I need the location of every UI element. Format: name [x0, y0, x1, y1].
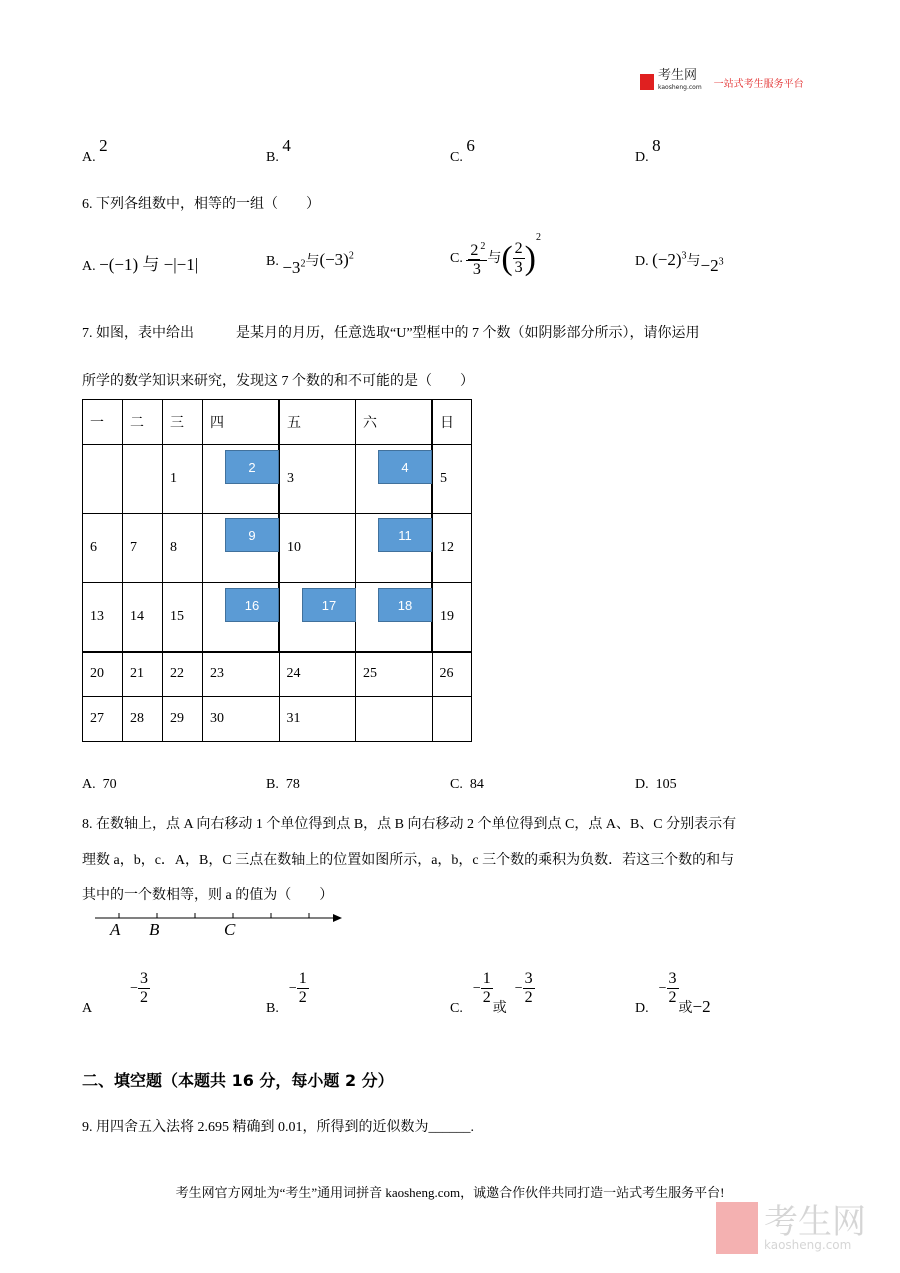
calendar-cell: 1 — [163, 445, 203, 514]
calendar-cell: 29 — [163, 697, 203, 742]
q7-stem-line2: 所学的数学知识来研究，发现这 7 个数的和不可能的是（ ） — [82, 374, 474, 389]
q5-option-c: C. 6 — [450, 136, 475, 165]
calendar-cell — [356, 445, 433, 514]
calendar-cell: 12 — [432, 514, 472, 583]
calendar-cell: 8 — [163, 514, 203, 583]
q8-stem-line2: 理数 a，b，c．A，B，C 三点在数轴上的位置如图所示，a，b，c 三个数的乘积为负数．若这三个数的和与 — [82, 853, 735, 868]
q5-option-b: B. 4 — [266, 136, 291, 165]
calendar-row — [83, 445, 472, 514]
calendar-cell — [203, 583, 280, 652]
q6-option-c: C. $\frac{2 ^2}{3}$ 与( $\frac{2}{3}$ )$^2$ — [450, 232, 541, 279]
q8-option-a: A− $\frac{3}{2}$ — [82, 970, 149, 1016]
calendar-cell — [432, 697, 472, 742]
calendar-cell: 13 — [83, 583, 123, 652]
shaded-cell: 17 — [302, 588, 356, 622]
calendar-cell: 20 — [83, 652, 123, 697]
q8-option-c: C.− $\frac{1}{2}$ 或− $\frac{3}{2}$ — [450, 970, 533, 1016]
calendar-cell — [83, 445, 123, 514]
number-line — [90, 908, 350, 928]
q8-option-b: B.− $\frac{1}{2}$ — [266, 970, 307, 1016]
calendar-cell — [203, 445, 280, 514]
q9-stem: 9. 用四舍五入法将 2.695 精确到 0.01，所得到的近似数为______. — [82, 1120, 474, 1135]
calendar-cell: 31 — [279, 697, 356, 742]
q7-option-d: D. 105 — [635, 777, 677, 792]
header-logo — [640, 70, 804, 94]
q7-stem-line1: 7. 如图，表中给出 是某月的月历，任意选取“U”型框中的 7 个数（如阴影部分所示），请你运用 — [82, 326, 700, 341]
calendar-cell — [356, 514, 433, 583]
q8-stem-line1: 8. 在数轴上，点 A 向右移动 1 个单位得到点 B，点 B 向右移动 2 个单位得到点 C，点 A、B、C 分别表示有 — [82, 817, 737, 832]
calendar-cell: 7 — [123, 514, 163, 583]
q6-stem: 6. 下列各组数中，相等的一组（ ） — [82, 197, 320, 212]
calendar-cell: 28 — [123, 697, 163, 742]
shaded-cell: 16 — [225, 588, 279, 622]
calendar-cell: 10 — [279, 514, 356, 583]
calendar-row — [83, 514, 472, 583]
axis-label-b: B — [149, 920, 160, 939]
calendar-cell: 三 — [163, 400, 203, 445]
calendar-cell: 24 — [279, 652, 356, 697]
calendar-cell: 23 — [203, 652, 280, 697]
header-slogan: 一站式考生服务平台 — [713, 78, 804, 90]
calendar-cell: 6 — [83, 514, 123, 583]
section-title: 二、填空题（本题共 16 分，每小题 2 分） — [82, 1071, 394, 1090]
logo-domain: kaosheng.com — [658, 84, 702, 91]
shaded-cell: 11 — [378, 518, 432, 552]
calendar-cell: 5 — [432, 445, 472, 514]
calendar-table — [82, 399, 472, 742]
calendar-cell: 14 — [123, 583, 163, 652]
calendar-cell: 25 — [356, 652, 433, 697]
watermark-logo: 考生网 kaosheng.com — [716, 1202, 866, 1254]
calendar-cell: 15 — [163, 583, 203, 652]
shaded-cell: 18 — [378, 588, 432, 622]
calendar-row — [83, 652, 472, 697]
q5-option-d: D. 8 — [635, 136, 661, 165]
calendar-cell: 22 — [163, 652, 203, 697]
footer-text: 考生网官方网址为“考生”通用词拼音 kaosheng.com，诚邀合作伙伴共同打造一站式考生服务平台! — [175, 1185, 725, 1200]
q7-option-c: C. 84 — [450, 777, 484, 792]
logo-icon — [640, 74, 654, 90]
calendar-cell — [123, 445, 163, 514]
calendar-cell: 30 — [203, 697, 280, 742]
shaded-cell: 4 — [378, 450, 432, 484]
calendar-cell: 五 — [279, 400, 356, 445]
calendar-row — [83, 697, 472, 742]
logo-name: 考生网 — [658, 68, 698, 83]
calendar-cell: 四 — [203, 400, 280, 445]
calendar-cell: 21 — [123, 652, 163, 697]
calendar-header-row — [83, 400, 472, 445]
axis-label-c: C — [224, 920, 236, 939]
calendar-cell — [203, 514, 280, 583]
calendar-row — [83, 583, 472, 652]
calendar-cell: 二 — [123, 400, 163, 445]
calendar-cell: 3 — [279, 445, 356, 514]
q8-stem-line3: 其中的一个数相等，则 a 的值为（ ） — [82, 888, 334, 903]
calendar-cell: 一 — [83, 400, 123, 445]
calendar-cell — [356, 583, 433, 652]
q6-option-d: D. $(-2)^3$与$-2^3$ — [635, 250, 724, 275]
arrow-icon — [333, 914, 342, 922]
q7-option-b: B. 78 — [266, 777, 300, 792]
axis-label-a: A — [110, 920, 121, 939]
shaded-cell: 2 — [225, 450, 279, 484]
calendar-cell — [356, 697, 433, 742]
calendar-cell: 26 — [432, 652, 472, 697]
logo-icon — [716, 1202, 758, 1254]
q6-option-a: A. −(−1) 与 −|−1| — [82, 255, 199, 274]
calendar-cell: 19 — [432, 583, 472, 652]
calendar-cell — [279, 583, 356, 652]
calendar-cell: 六 — [356, 400, 433, 445]
q8-option-d: D.− $\frac{3}{2}$ 或−2 — [635, 970, 711, 1016]
q6-option-b: B. $-3^2$与$(-3)^2$ — [266, 250, 354, 277]
calendar-cell: 27 — [83, 697, 123, 742]
q5-option-a: A. 2 — [82, 136, 108, 165]
q7-option-a: A. 70 — [82, 777, 117, 792]
shaded-cell: 9 — [225, 518, 279, 552]
calendar-cell: 日 — [432, 400, 472, 445]
